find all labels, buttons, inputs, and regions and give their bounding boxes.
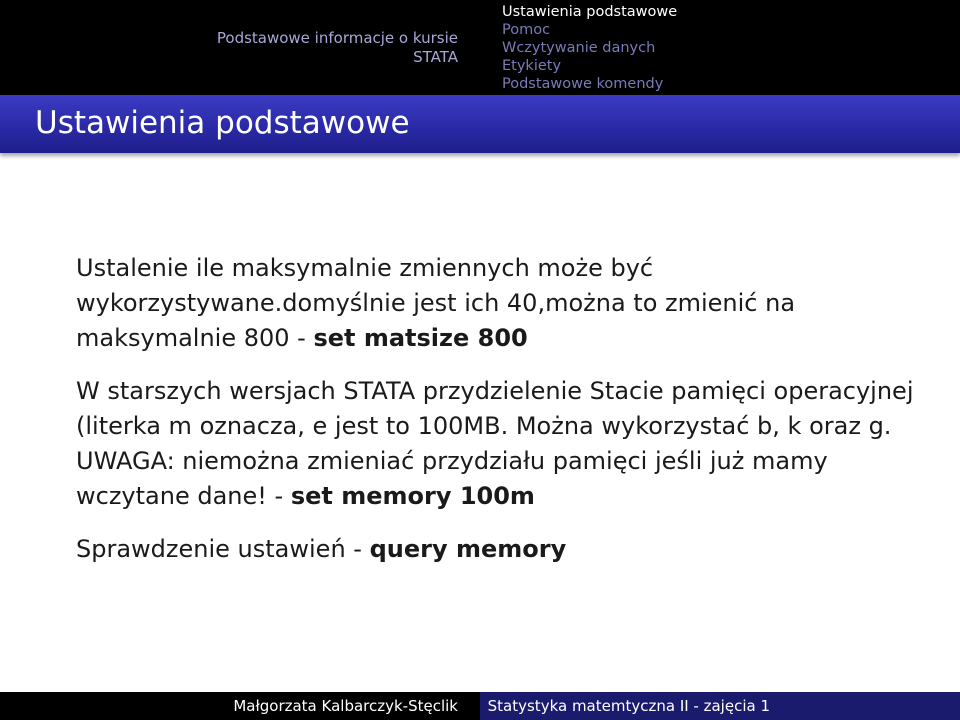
paragraph-matsize-text: Ustalenie ile maksymalnie zmiennych może być wykorzystywane.domyślnie jest ich 40,można to zmienić na maksymalnie 800 - [76,254,796,352]
command-set-matsize: set matsize 800 [313,324,528,352]
slide-title: Ustawienia podstawowe [35,105,410,141]
footer-author [0,692,480,720]
section-title[interactable] [0,0,480,95]
nav-item-wczytywanie-danych[interactable]: Wczytywanie danych [502,40,656,56]
nav-item-pomoc[interactable]: Pomoc [502,22,551,38]
nav-item-etykiety[interactable]: Etykiety [502,58,562,74]
footer-author-text: Małgorzata Kalbarczyk-Stęclik [233,697,458,715]
footer-course [480,692,960,720]
slide-content [76,251,936,585]
nav-item-ustawienia-podstawowe[interactable]: Ustawienia podstawowe [502,4,678,20]
paragraph-memory-text: W starszych wersjach STATA przydzielenie Stacie pamięci operacyjnej (literka m oznacza, e jest to 100MB. Można wykorzystać b, k oraz g. UWAGA: niemożna zmieniać przydziału pamięci jeśli już mamy wczytane dane! - [76,377,914,510]
paragraph-query [76,532,936,567]
section-title-line1: Podstawowe informacje o kursie [216,28,458,47]
command-set-memory: set memory 100m [290,482,535,510]
footer-bar [0,692,960,720]
paragraph-query-text: Sprawdzenie ustawień - [76,535,370,563]
command-query-memory: query memory [369,535,567,563]
footer-course-text: Statystyka matemtyczna II - zajęcia 1 [487,697,770,715]
section-title-line2: STATA [413,47,458,66]
paragraph-matsize [76,251,936,356]
nav-item-podstawowe-komendy[interactable]: Podstawowe komendy [502,76,664,92]
header-bar [0,0,960,95]
slide-title-bar [0,95,960,153]
paragraph-memory [76,374,936,514]
nav-list [480,0,960,95]
